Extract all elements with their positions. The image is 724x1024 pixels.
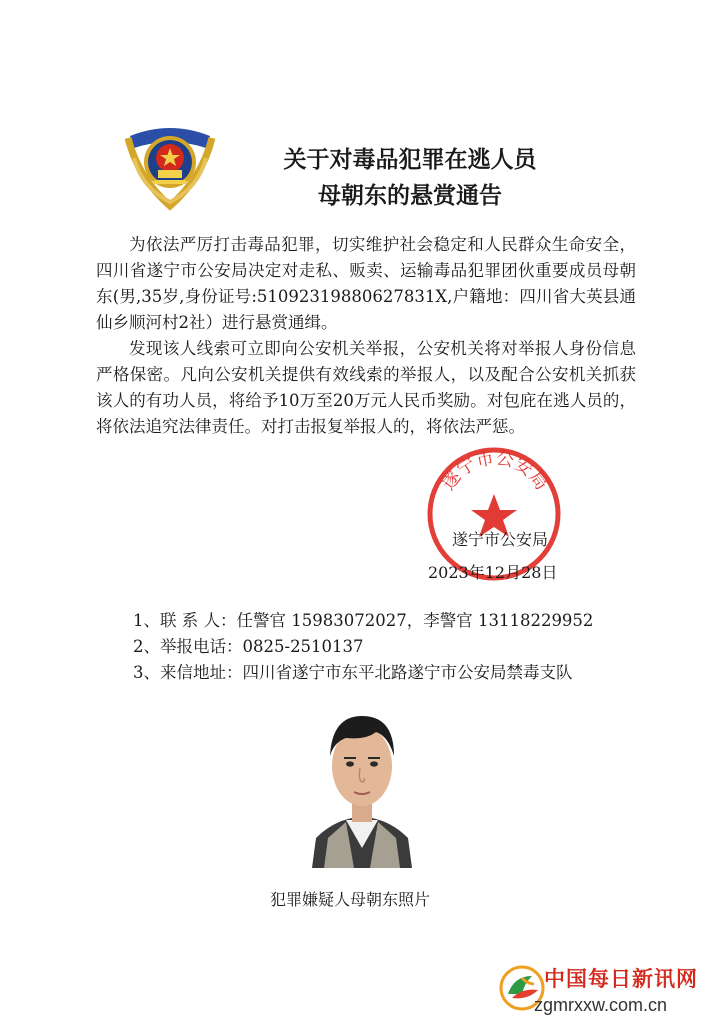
contact-row-phone: 2、举报电话：0825-2510137 <box>133 637 364 656</box>
notice-body <box>96 232 636 440</box>
title-line-1: 关于对毒品犯罪在逃人员 <box>283 147 537 173</box>
svg-text:遂宁市公安局: 遂宁市公安局 <box>438 447 552 495</box>
body-paragraph-1: 为依法严厉打击毒品犯罪，切实维护社会稳定和人民群众生命安全，四川省遂宁市公安局决定对走私、贩卖、运输毒品犯罪团伙重要成员母朝东(男,35岁,身份证号:51092319880627831X,户籍地：四川省大英县通仙乡顺河村2社）进行悬赏通缉。 <box>96 235 636 332</box>
contact-row-persons: 1、联 系 人：任警官 15983072027，李警官 13118229952 <box>133 611 594 630</box>
watermark-site-name: 中国每日新讯网 <box>544 967 698 991</box>
photo-caption: 犯罪嫌疑人母朝东照片 <box>270 890 431 909</box>
body-paragraph-2: 发现该人线索可立即向公安机关举报，公安机关将对举报人身份信息严格保密。凡向公安机关提供有效线索的举报人，以及配合公安机关抓获该人的有功人员，将给予10万至20万元人民币奖励。对包庇在逃人员的，将依法追究法律责任。对打击报复举报人的，将依法严惩。 <box>96 339 636 436</box>
contact-row-address: 3、来信地址：四川省遂宁市东平北路遂宁市公安局禁毒支队 <box>133 663 573 682</box>
notice-title <box>245 142 575 214</box>
issuer-name: 遂宁市公安局 <box>452 530 549 549</box>
suspect-photo <box>302 698 422 868</box>
police-emblem-icon <box>120 118 220 214</box>
watermark-url: zgmrxxw.com.cn <box>534 995 668 1015</box>
title-line-2: 母朝东的悬赏通告 <box>318 183 502 209</box>
issue-date: 2023年12月28日 <box>428 563 558 582</box>
site-watermark <box>490 960 720 1022</box>
contact-list <box>96 608 636 686</box>
